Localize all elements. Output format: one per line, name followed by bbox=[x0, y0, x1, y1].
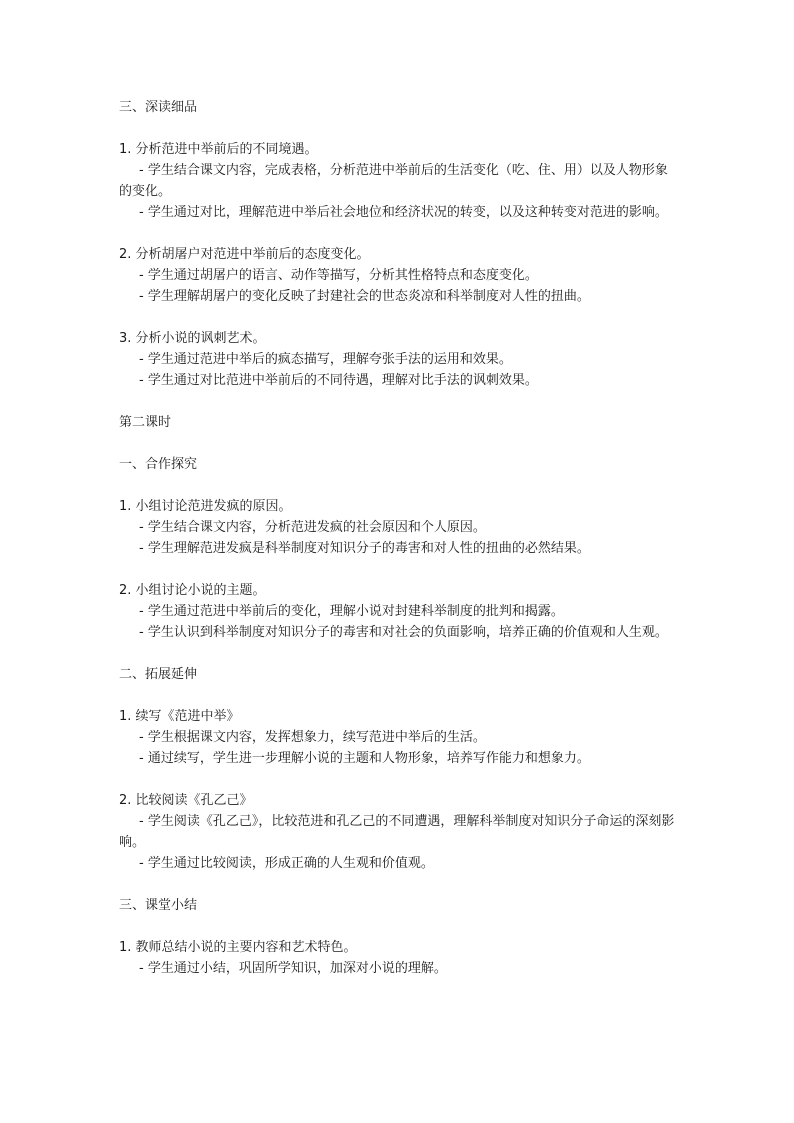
bullet-text: - 学生认识到科举制度对知识分子的毒害和对社会的负面影响，培养正确的价值观和人生观。 bbox=[139, 625, 668, 640]
bullet-text: - 学生阅读《孔乙己》，比较范进和孔乙己的不同遭遇，理解科举制度对知识分子命运的深刻影响。 bbox=[119, 814, 675, 850]
item-title: 1. 分析范进中举前后的不同境遇。 bbox=[119, 142, 318, 157]
item-title: 3. 分析小说的讽刺艺术。 bbox=[119, 331, 266, 346]
item-title: 2. 分析胡屠户对范进中举前后的态度变化。 bbox=[119, 247, 370, 262]
document-page bbox=[119, 97, 679, 1000]
bullet-text: - 学生通过对比，理解范进中举后社会地位和经济状况的转变，以及这种转变对范进的影响。 bbox=[139, 205, 668, 220]
list-item bbox=[119, 328, 679, 391]
bullet-text: - 学生理解范进发疯是科举制度对知识分子的毒害和对人性的扭曲的必然结果。 bbox=[139, 541, 590, 556]
bullet-text: - 学生通过小结，巩固所学知识，加深对小说的理解。 bbox=[139, 961, 447, 976]
bullet-text: - 学生结合课文内容，分析范进发疯的社会原因和个人原因。 bbox=[139, 520, 486, 535]
item-title: 1. 教师总结小说的主要内容和艺术特色。 bbox=[119, 940, 357, 955]
section-heading: 二、拓展延伸 bbox=[119, 667, 198, 682]
item-title: 1. 续写《范进中举》 bbox=[119, 709, 240, 724]
item-title: 2. 比较阅读《孔乙己》 bbox=[119, 793, 253, 808]
list-item bbox=[119, 139, 679, 223]
bullet-text: - 学生根据课文内容，发挥想象力，续写范进中举后的生活。 bbox=[139, 730, 486, 745]
list-item bbox=[119, 580, 679, 643]
item-title: 1. 小组讨论范进发疯的原因。 bbox=[119, 499, 292, 514]
bullet-text: - 学生通过对比范进中举前后的不同待遇，理解对比手法的讽刺效果。 bbox=[139, 373, 538, 388]
bullet-text: - 学生通过比较阅读，形成正确的人生观和价值观。 bbox=[139, 856, 434, 871]
list-item bbox=[119, 937, 679, 979]
bullet-text: - 学生理解胡屠户的变化反映了封建社会的世态炎凉和科举制度对人性的扭曲。 bbox=[139, 289, 590, 304]
bullet-text: - 学生结合课文内容，完成表格，分析范进中举前后的生活变化（吃、住、用）以及人物形象的变化。 bbox=[119, 163, 668, 199]
bullet-text: - 学生通过范进中举前后的变化，理解小说对封建科举制度的批判和揭露。 bbox=[139, 604, 564, 619]
list-item bbox=[119, 790, 679, 874]
item-title: 2. 小组讨论小说的主题。 bbox=[119, 583, 266, 598]
section-heading: 三、深读细品 bbox=[119, 100, 198, 115]
list-item bbox=[119, 706, 679, 769]
lesson-heading: 第二课时 bbox=[119, 415, 172, 430]
section-heading: 三、课堂小结 bbox=[119, 898, 198, 913]
bullet-text: - 学生通过范进中举后的疯态描写，理解夸张手法的运用和效果。 bbox=[139, 352, 512, 367]
list-item bbox=[119, 496, 679, 559]
section-heading: 一、合作探究 bbox=[119, 457, 198, 472]
bullet-text: - 通过续写，学生进一步理解小说的主题和人物形象，培养写作能力和想象力。 bbox=[139, 751, 590, 766]
list-item bbox=[119, 244, 679, 307]
bullet-text: - 学生通过胡屠户的语言、动作等描写，分析其性格特点和态度变化。 bbox=[139, 268, 538, 283]
